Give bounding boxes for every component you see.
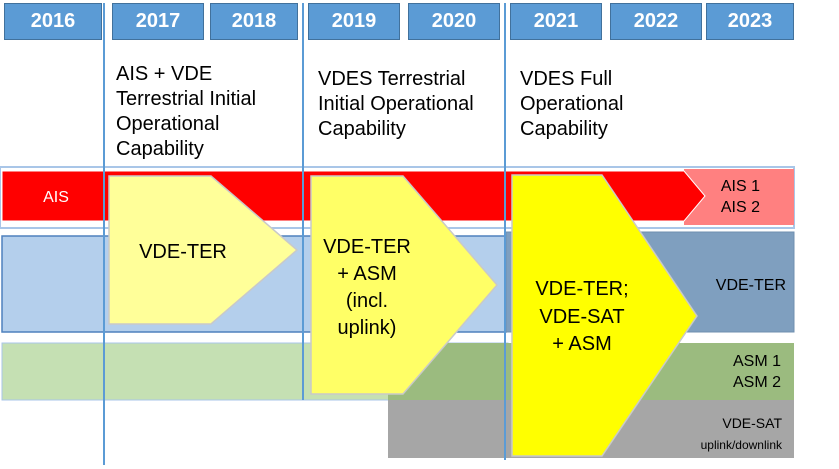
asm-1-label: ASM 1 — [732, 353, 781, 370]
year-2020: 2020 — [408, 3, 500, 40]
milestone-line: Capability — [520, 118, 608, 140]
milestone-line: Capability — [318, 118, 406, 140]
phase-3-line: VDE-TER; — [535, 278, 629, 300]
year-2021: 2021 — [510, 3, 602, 40]
milestone-line: VDES Terrestrial — [318, 68, 466, 90]
milestone-line: VDES Full — [520, 68, 613, 90]
phase-2-line: uplink) — [337, 317, 397, 339]
phase-1-line: VDE-TER — [139, 241, 227, 263]
milestone-line: AIS + VDE — [116, 63, 213, 85]
ais-label: AIS — [43, 189, 69, 206]
phase-2-line: (incl. — [345, 290, 389, 312]
milestone-line: Operational — [520, 93, 624, 115]
phase-3-line: VDE-SAT — [539, 306, 625, 328]
milestone-line: Capability — [116, 138, 204, 160]
phase-2-line: + ASM — [337, 263, 397, 285]
ais-2-label: AIS 2 — [720, 199, 760, 216]
milestone-line: Initial Operational — [318, 93, 474, 115]
vde-sat-label: VDE-SAT — [722, 415, 782, 431]
year-2022: 2022 — [610, 3, 702, 40]
phase-2-line: VDE-TER — [323, 236, 411, 258]
year-2019: 2019 — [308, 3, 400, 40]
asm-2-label: ASM 2 — [732, 374, 781, 391]
milestone-line: Terrestrial Initial — [116, 88, 257, 110]
vde-sat-sublabel: uplink/downlink — [700, 438, 782, 452]
vde-ter-label: VDE-TER — [715, 277, 786, 294]
ais-1-label: AIS 1 — [720, 178, 760, 195]
year-2018: 2018 — [210, 3, 298, 40]
phase-3-line: + ASM — [552, 333, 612, 355]
milestone-line: Operational — [116, 113, 220, 135]
year-2017: 2017 — [112, 3, 204, 40]
year-2016: 2016 — [4, 3, 102, 40]
year-2023: 2023 — [706, 3, 794, 40]
